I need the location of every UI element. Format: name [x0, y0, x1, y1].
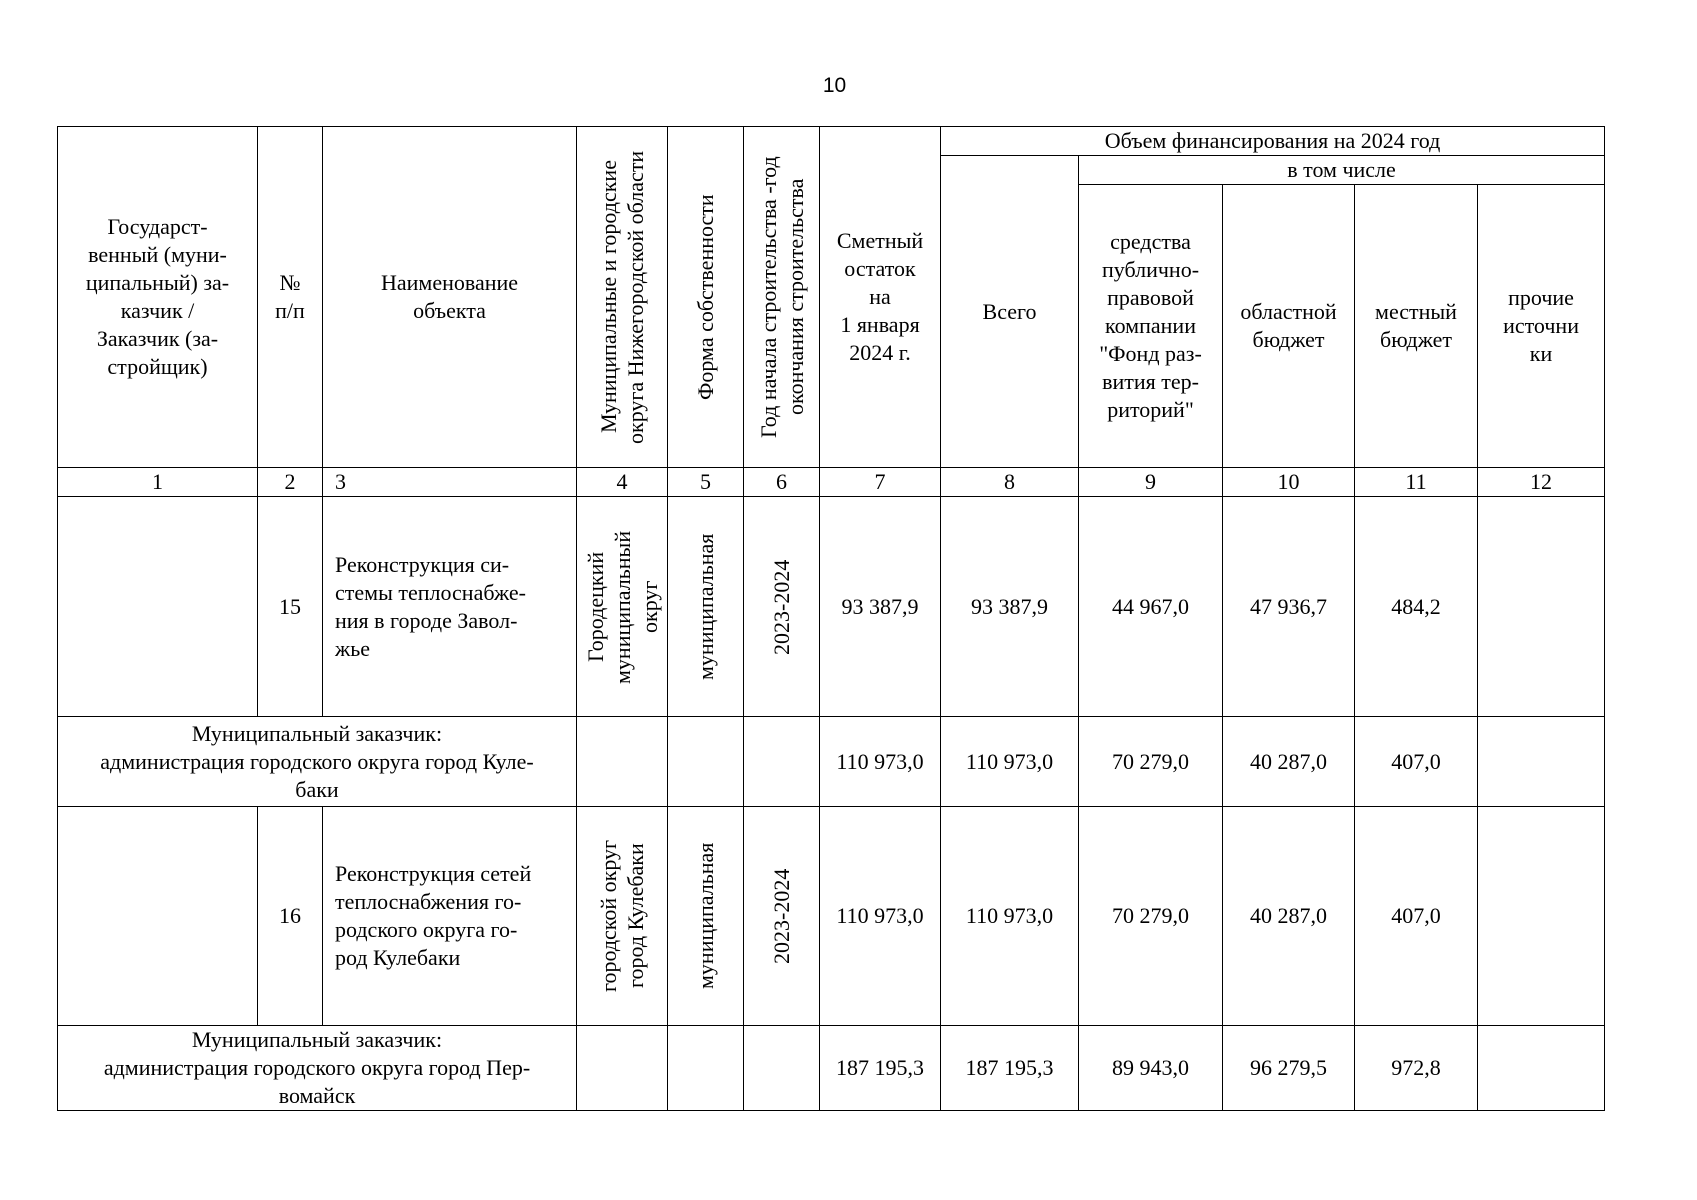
- row-total: 93 387,9: [941, 497, 1079, 717]
- row-local: 407,0: [1355, 807, 1478, 1026]
- row-customer-empty: [58, 807, 258, 1026]
- colnum-6: 6: [744, 468, 820, 497]
- row-object-name: Реконструкция си- стемы теплоснабже- ния в городе Завол- жье: [323, 497, 577, 717]
- customer-fund: 70 279,0: [1079, 717, 1223, 807]
- customer-empty-4: [577, 1026, 668, 1111]
- customer-estimate: 110 973,0: [820, 717, 941, 807]
- row-total: 110 973,0: [941, 807, 1079, 1026]
- customer-estimate: 187 195,3: [820, 1026, 941, 1111]
- page-number: 10: [822, 74, 847, 97]
- colnum-4: 4: [577, 468, 668, 497]
- header-funding-group: Объем финансирования на 2024 год: [941, 127, 1605, 156]
- customer-regional: 40 287,0: [1223, 717, 1355, 807]
- row-object-name: Реконструкция сетей теплоснабжения го- родского округа го- род Кулебаки: [323, 807, 577, 1026]
- row-municipality: Городецкий муниципальный округ: [577, 497, 668, 717]
- colnum-12: 12: [1478, 468, 1605, 497]
- colnum-7: 7: [820, 468, 941, 497]
- customer-empty-5: [668, 717, 744, 807]
- customer-local: 407,0: [1355, 717, 1478, 807]
- row-other: [1478, 807, 1605, 1026]
- header-no: № п/п: [258, 127, 323, 468]
- row-fund: 44 967,0: [1079, 497, 1223, 717]
- row-municipality: городской округ город Кулебаки: [577, 807, 668, 1026]
- row-ownership: муниципальная: [668, 497, 744, 717]
- customer-row: [58, 1026, 1605, 1111]
- header-other: прочие источни ки: [1478, 185, 1605, 468]
- customer-empty-6: [744, 717, 820, 807]
- colnum-1: 1: [58, 468, 258, 497]
- header-regional: областной бюджет: [1223, 185, 1355, 468]
- header-fund: средства публично- правовой компании "Фонд раз- вития тер- риторий": [1079, 185, 1223, 468]
- header-ownership: Форма собственности: [668, 127, 744, 468]
- row-estimate: 110 973,0: [820, 807, 941, 1026]
- customer-other: [1478, 1026, 1605, 1111]
- row-ownership: муниципальная: [668, 807, 744, 1026]
- row-other: [1478, 497, 1605, 717]
- header-object-name: Наименование объекта: [323, 127, 577, 468]
- header-including: в том числе: [1079, 156, 1605, 185]
- customer-other: [1478, 717, 1605, 807]
- header-years: Год начала строительства -год окончания строительства: [744, 127, 820, 468]
- column-number-row: [58, 468, 1605, 497]
- customer-label: Муниципальный заказчик: администрация городского округа город Пер- вомайск: [58, 1026, 577, 1111]
- customer-row: [58, 717, 1605, 807]
- customer-total: 110 973,0: [941, 717, 1079, 807]
- row-years: 2023-2024: [744, 497, 820, 717]
- customer-total: 187 195,3: [941, 1026, 1079, 1111]
- row-regional: 47 936,7: [1223, 497, 1355, 717]
- row-no: 16: [258, 807, 323, 1026]
- row-regional: 40 287,0: [1223, 807, 1355, 1026]
- header-estimate: Сметный остаток на 1 января 2024 г.: [820, 127, 941, 468]
- funding-table: [57, 126, 1605, 1111]
- colnum-2: 2: [258, 468, 323, 497]
- row-estimate: 93 387,9: [820, 497, 941, 717]
- colnum-11: 11: [1355, 468, 1478, 497]
- customer-local: 972,8: [1355, 1026, 1478, 1111]
- header-municipality: Муниципальные и городские округа Нижегородской области: [577, 127, 668, 468]
- row-years: 2023-2024: [744, 807, 820, 1026]
- customer-empty-5: [668, 1026, 744, 1111]
- colnum-8: 8: [941, 468, 1079, 497]
- row-local: 484,2: [1355, 497, 1478, 717]
- customer-empty-4: [577, 717, 668, 807]
- colnum-5: 5: [668, 468, 744, 497]
- table-row: [58, 497, 1605, 717]
- header-total: Всего: [941, 156, 1079, 468]
- colnum-3: 3: [323, 468, 577, 497]
- header-customer: Государст- венный (муни- ципальный) за- казчик / Заказчик (за- стройщик): [58, 127, 258, 468]
- customer-empty-6: [744, 1026, 820, 1111]
- row-customer-empty: [58, 497, 258, 717]
- table-row: [58, 807, 1605, 1026]
- row-no: 15: [258, 497, 323, 717]
- customer-regional: 96 279,5: [1223, 1026, 1355, 1111]
- colnum-9: 9: [1079, 468, 1223, 497]
- header-local: местный бюджет: [1355, 185, 1478, 468]
- customer-fund: 89 943,0: [1079, 1026, 1223, 1111]
- row-fund: 70 279,0: [1079, 807, 1223, 1026]
- colnum-10: 10: [1223, 468, 1355, 497]
- customer-label: Муниципальный заказчик: администрация городского округа город Куле- баки: [58, 717, 577, 807]
